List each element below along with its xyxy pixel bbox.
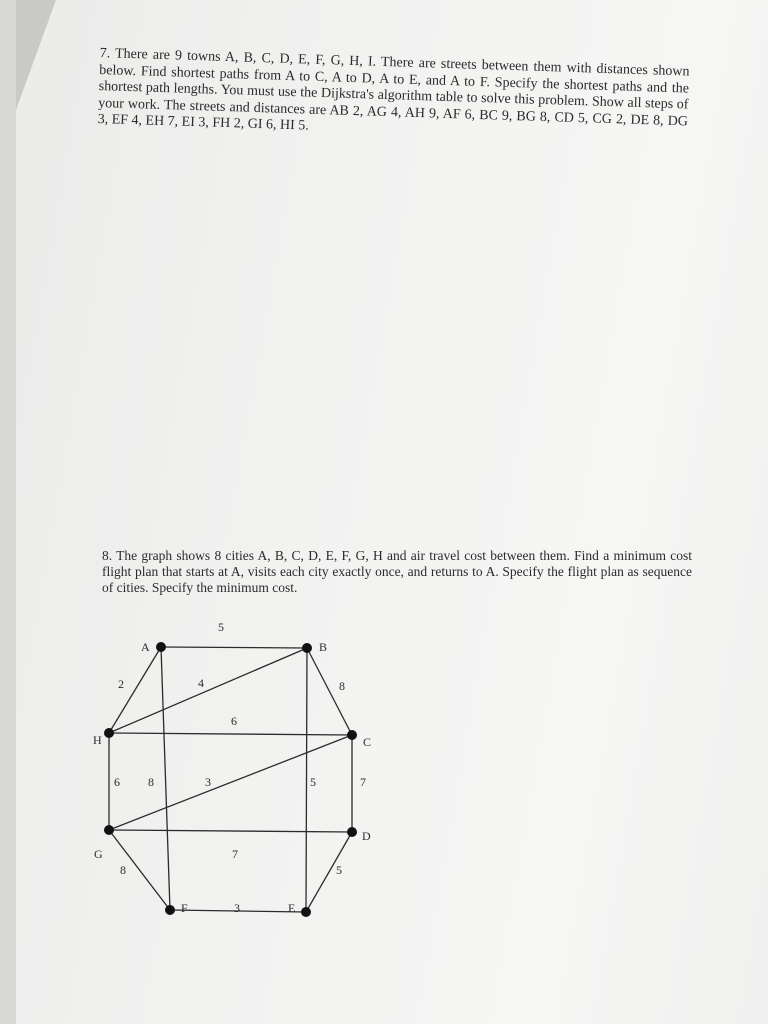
problem-8-text: 8. The graph shows 8 cities A, B, C, D, E, F, G, H and air travel cost between them. Find a minimum cost flight plan that starts at A, visits each city exactly once, and returns to A. Specify the flight plan as sequence of cities. Specify the minimum cost. [102,548,692,595]
edge-g-f [109,830,170,910]
weight-b-e: 5 [310,775,316,789]
edge-a-h [109,647,161,733]
weight-h-c: 6 [231,714,237,728]
problem-7-text: 7. There are 9 towns A, B, C, D, E, F, G, H, I. There are streets between them with distances shown below. Find shortest paths from A to C, A to D, A to E, and A to F. Specify the shortest paths and the shortest path lengths. You must use the Dijkstra's algorithm table to solve this problem. Show all steps of your work. The streets and distances are AB 2, AG 4, AH 9, AF 6, BC 9, BG 8, CD 5, CG 2, DE 8, DG 3, EF 4, EH 7, EI 3, FH 2, GI 6, HI 5. [97,46,690,134]
node-label-a: A [141,640,150,654]
node-label-d: D [362,829,371,843]
weight-a-c: 4 [198,676,204,690]
node-b [302,643,312,653]
weight-h-f: 8 [148,775,154,789]
edge-b-c [307,648,352,735]
node-label-c: C [363,735,372,749]
weight-g-d: 7 [232,847,238,861]
node-label-e: E [288,901,296,915]
node-c [347,730,357,740]
edge-weight-labels [114,620,366,915]
node-g [104,825,114,835]
weight-d-e: 5 [336,863,342,877]
edge-a-f [161,647,170,910]
node-f [165,905,175,915]
edge-h-b [109,648,307,733]
weight-a-b: 5 [218,620,224,634]
weight-g-c: 3 [205,775,211,789]
node-e [301,907,311,917]
node-label-b: B [319,640,328,654]
weight-b-c: 8 [339,679,345,693]
weight-f-e: 3 [234,901,240,915]
weight-g-f: 8 [120,863,126,877]
edge-d-e [306,832,352,912]
node-label-g: G [94,847,103,861]
edge-b-e [306,648,307,912]
node-a [156,642,166,652]
node-label-h: H [93,733,102,747]
weight-h-g: 6 [114,775,120,789]
graph-nodes [104,642,357,917]
node-d [347,827,357,837]
edge-g-d [109,830,352,832]
weight-c-d: 7 [360,775,366,789]
edge-h-c [109,733,352,735]
node-label-f: F [181,901,188,915]
node-labels [93,640,371,915]
node-h [104,728,114,738]
weight-a-h: 2 [118,677,124,691]
edge-a-b [161,647,307,648]
